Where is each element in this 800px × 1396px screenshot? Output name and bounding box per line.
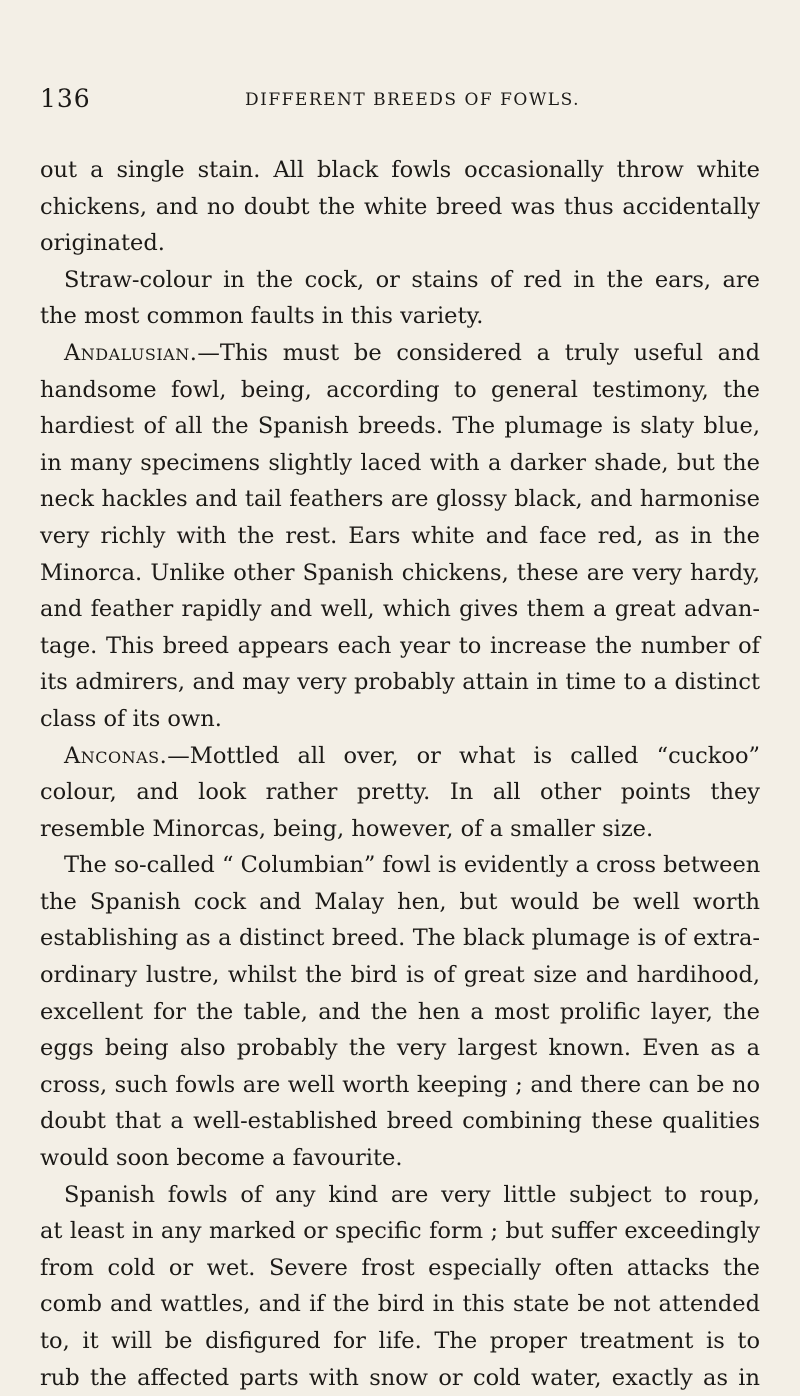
text-line: its admirers, and may very probably attain in time to a distinct (40, 669, 760, 696)
text-line: Andalusian.—This must be considered a truly useful and (64, 339, 760, 366)
text-line: hardiest of all the Spanish breeds. The plumage is slaty blue, (40, 413, 760, 440)
text-line: ordinary lustre, whilst the bird is of great size and hardihood, (40, 962, 760, 989)
text-line: colour, and look rather pretty. In all other points they (40, 779, 760, 806)
text-line: rub the affected parts with snow or cold water, exactly as in (40, 1364, 760, 1391)
text-line: chickens, and no doubt the white breed was thus accidentally (40, 193, 760, 220)
text-line: originated. (40, 230, 165, 257)
text-line: neck hackles and tail feathers are glossy black, and harmonise (40, 486, 760, 513)
text-line: Minorca. Unlike other Spanish chickens, these are very hardy, (40, 559, 760, 586)
text-line: cross, such fowls are well worth keeping ; and there can be no (40, 1071, 760, 1098)
text-line: eggs being also probably the very largest known. Even as a (40, 1035, 760, 1062)
section-heading-andalusian: Andalusian. (64, 339, 198, 366)
text-line: resemble Minorcas, being, however, of a smaller size. (40, 815, 654, 842)
text-line: the most common faults in this variety. (40, 303, 484, 330)
text-line: Spanish fowls of any kind are very little subject to roup, (64, 1181, 760, 1208)
text-line: would soon become a favourite. (40, 1145, 403, 1172)
text-line: to, it will be disfigured for life. The proper treatment is to (40, 1328, 760, 1354)
text-line: Anconas.—Mottled all over, or what is called “cuckoo” (64, 742, 760, 769)
text-line: out a single stain. All black fowls occasionally throw white (40, 157, 760, 183)
running-head (40, 84, 760, 120)
section-heading-anconas: Anconas. (64, 742, 168, 769)
text-line: in many specimens slightly laced with a darker shade, but the (40, 449, 760, 476)
text-line: and feather rapidly and well, which gives them a great advan- (40, 596, 760, 623)
text-line: comb and wattles, and if the bird in this state be not attended (40, 1291, 760, 1318)
text-line: excellent for the table, and the hen a most prolific layer, the (40, 998, 760, 1025)
text-line: the Spanish cock and Malay hen, but would be well worth (40, 888, 760, 915)
text-line: establishing as a distinct breed. The black plumage is of extra- (40, 925, 760, 952)
text-line: class of its own. (40, 705, 222, 732)
text-line: at least in any marked or specific form ; but suffer exceedingly (40, 1218, 760, 1245)
text-line: The so-called “ Columbian” fowl is evidently a cross between (64, 852, 761, 879)
body-text (40, 152, 760, 1396)
text-line: tage. This breed appears each year to increase the number of (40, 632, 760, 659)
page-number: 136 (40, 84, 91, 113)
text-line: very richly with the rest. Ears white and face red, as in the (40, 522, 760, 549)
text-line: Straw-colour in the cock, or stains of red in the ears, are (64, 266, 760, 293)
text-line: handsome fowl, being, according to general testimony, the (40, 376, 760, 403)
running-title: DIFFERENT BREEDS OF FOWLS. (245, 90, 581, 110)
text-line: doubt that a well-established breed combining these qualities (40, 1108, 760, 1135)
text-line: from cold or wet. Severe frost especially often attacks the (40, 1254, 760, 1281)
